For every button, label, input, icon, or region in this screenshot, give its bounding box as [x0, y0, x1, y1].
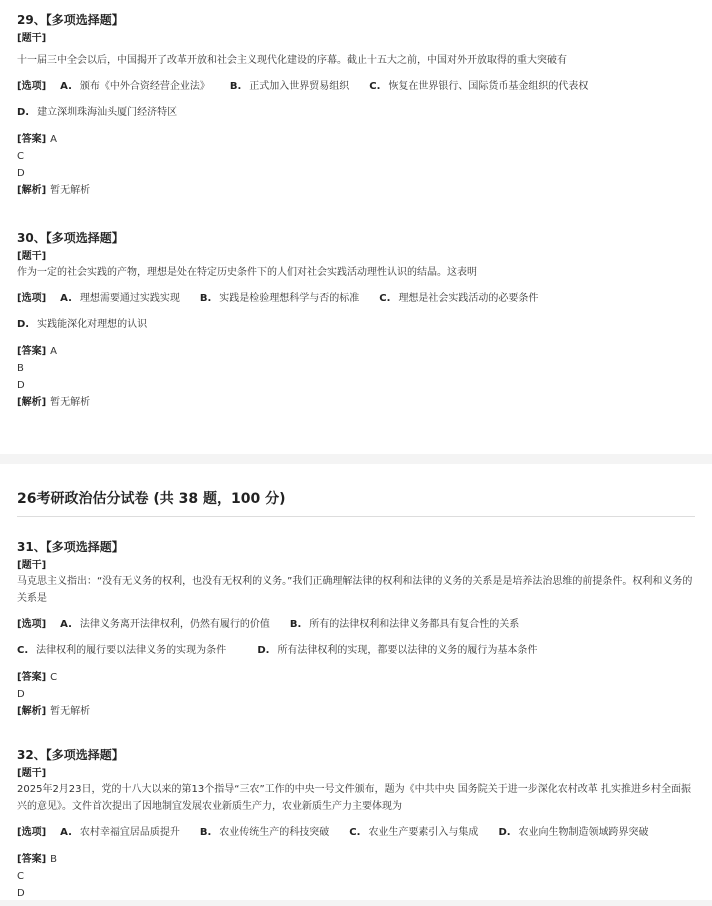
- answer-value: D: [17, 380, 25, 391]
- answer-block: [17, 131, 695, 182]
- question-31: [17, 539, 695, 747]
- option-d: D. 建立深圳珠海汕头厦门经济特区: [17, 107, 178, 118]
- answer-value: C: [17, 871, 24, 882]
- question-card-bottom: [0, 464, 712, 900]
- question-29: [17, 12, 695, 230]
- option-a: A. 农村幸福宜居品质提升: [60, 827, 180, 838]
- options-row: [17, 617, 695, 633]
- answer-value: C: [50, 672, 58, 683]
- option-c: C. 理想是社会实践活动的必要条件: [379, 293, 539, 304]
- answer-block: [17, 343, 695, 394]
- options-label: [选项]: [17, 827, 47, 838]
- answer-value: D: [17, 888, 25, 899]
- answer-value: D: [17, 689, 25, 700]
- answer-block: [17, 669, 695, 703]
- answer-block: [17, 851, 695, 900]
- question-stem: 作为一定的社会实践的产物，理想是处在特定历史条件下的人们对社会实践活动理性认识的结晶。这表明: [17, 267, 477, 278]
- option-c: C. 农业生产要素引入与集成: [349, 827, 479, 838]
- answer-label: [答案]: [17, 854, 47, 865]
- analysis-label: [解析]: [17, 185, 47, 196]
- option-b: B. 所有的法律权利和法律义务都具有复合性的关系: [289, 619, 520, 630]
- option-a: A. 理想需要通过实践实现: [60, 293, 180, 304]
- option-c: C. 法律权利的履行要以法律义务的实现为条件: [17, 645, 227, 656]
- option-a: A. 颁布《中外合资经营企业法》: [60, 81, 210, 92]
- answer-label: [答案]: [17, 134, 47, 145]
- stem-label: [题干]: [17, 251, 47, 262]
- answer-value: A: [50, 346, 57, 357]
- analysis-text: 暂无解析: [50, 397, 91, 408]
- options-row-2: [17, 643, 695, 659]
- question-stem: 2025年2月23日，党的十八大以来的第13个指导“三农”工作的中央一号文件颁布，题为《中共中央 国务院关于进一步深化农村改革 扎实推进乡村全面振兴的意见》。文件首次提出了因地制宜发展农业新质生产力，农业新质生产力主要体现为: [17, 784, 691, 812]
- question-30: [17, 230, 695, 411]
- option-b: B. 正式加入世界贸易组织: [229, 81, 350, 92]
- analysis-label: [解析]: [17, 397, 47, 408]
- question-title: 31、【多项选择题】: [17, 540, 124, 554]
- stem-label: [题干]: [17, 768, 47, 779]
- question-stem: 十一届三中全会以后，中国揭开了改革开放和社会主义现代化建设的序幕。截止十五大之前，中国对外开放取得的重大突破有: [17, 55, 567, 66]
- answer-value: B: [50, 854, 58, 865]
- answer-label: [答案]: [17, 346, 47, 357]
- section-gap: [0, 454, 712, 464]
- option-d: D. 所有法律权利的实现，都要以法律的义务的履行为基本条件: [257, 645, 538, 656]
- answer-value: A: [50, 134, 57, 145]
- option-b: B. 农业传统生产的科技突破: [199, 827, 330, 838]
- analysis-text: 暂无解析: [50, 706, 91, 717]
- question-title: 30、【多项选择题】: [17, 231, 124, 245]
- options-row: [17, 291, 695, 307]
- option-a: A. 法律义务离开法律权利，仍然有履行的价值: [60, 619, 270, 630]
- options-label: [选项]: [17, 81, 47, 92]
- analysis-block: [17, 182, 695, 199]
- option-d: D. 农业向生物制造领域跨界突破: [498, 827, 649, 838]
- stem-label: [题干]: [17, 560, 47, 571]
- option-b: B. 实践是检验理想科学与否的标准: [199, 293, 360, 304]
- analysis-block: [17, 394, 695, 411]
- question-title: 32、【多项选择题】: [17, 748, 124, 762]
- answer-value: C: [17, 151, 24, 162]
- options-row: [17, 825, 695, 841]
- answer-label: [答案]: [17, 672, 47, 683]
- answer-value: D: [17, 168, 25, 179]
- options-label: [选项]: [17, 619, 47, 630]
- paper-title: 26考研政治估分试卷 (共 38 题，100 分): [17, 490, 695, 517]
- stem-label: [题干]: [17, 33, 47, 44]
- answer-value: B: [17, 363, 24, 374]
- option-d: D. 实践能深化对理想的认识: [17, 319, 148, 330]
- analysis-text: 暂无解析: [50, 185, 91, 196]
- question-stem: 马克思主义指出：“没有无义务的权利，也没有无权利的义务。”我们正确理解法律的权利和法律的义务的关系是是培养法治思维的前提条件。权利和义务的关系是: [17, 576, 693, 604]
- question-32: [17, 747, 695, 900]
- analysis-label: [解析]: [17, 706, 47, 717]
- options-label: [选项]: [17, 293, 47, 304]
- option-c: C. 恢复在世界银行、国际货币基金组织的代表权: [369, 81, 589, 92]
- analysis-block: [17, 703, 695, 720]
- question-title: 29、【多项选择题】: [17, 13, 124, 27]
- options-row: [17, 79, 695, 95]
